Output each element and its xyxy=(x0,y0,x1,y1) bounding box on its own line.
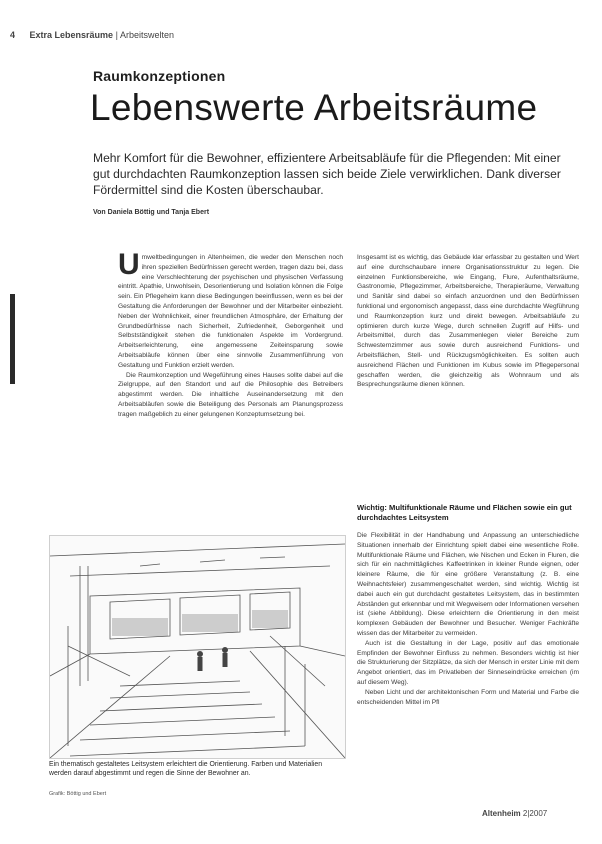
page-footer xyxy=(482,809,547,818)
topic-name: Arbeitswelten xyxy=(119,30,174,40)
section-name: Extra Lebensräume xyxy=(29,30,114,40)
body-column-2 xyxy=(357,253,579,390)
article-lead: Mehr Komfort für die Bewohner, effizientere Arbeitsabläufe für die Pflegenden: Mit einer gut durchdachten Raumkonzeption lassen sich beide Ziele verwirklichen. Dank diverser Fördermittel sind die Kosten überschaubar. xyxy=(93,151,561,197)
body-column-1 xyxy=(118,248,343,420)
running-head xyxy=(10,30,174,40)
figure-illustration xyxy=(49,535,346,759)
column-1-paragraph-1-text: mweltbedingungen in Altenheimen, die weder den Menschen noch ihren speziellen Bedürfnissen gerecht werden, tragen dazu bei, dass eine Verschlechterung der psychischen und physischen Verfassung eintritt. Apathie, Unwohlsein, Desorientierung und Isolation können die Folge sein. Ein Pflegeheim kann diese Bedingungen beeinflussen, wenn es bei der Gestaltung die Anforderungen der Bewohner und der Mitarbeiter einbezieht. Neben der Wohnlichkeit, einer freundlichen Atmosphäre, der Erhaltung der Grundbedürfnisse nach Sicherheit, Zufriedenheit, Geborgenheit und Selbstständigkeit stehen die funktionalen Aspekte im Vordergrund. Arbeitserleichterung, eine angemessene Zeiteinsparung sowie Arbeitsabläufe können über eine sinnvolle Zusammenführung von Gestaltung und Funktion erzielt werden. xyxy=(118,254,343,369)
corridor-sketch-illustration xyxy=(50,536,345,758)
issue-number: 2|2007 xyxy=(522,809,548,818)
column-2-paragraph-1: Insgesamt ist es wichtig, das Gebäude klar erfassbar zu gestalten und Wert auf eine durchschaubare innere Organisationsstruktur zu legen. Die einzelnen Funktionsbereiche, wie Eingang, Flure, Aufenthaltsräume, Gastronomie, Pflegezimmer, Arbeitsbereiche, Therapieräume, Verwaltung und Sanitär sind dabei so einfach anzuordnen und den Bedürfnissen funktional und ergonomisch angepasst, dass eine durchdachte Wegführung und Raumkonzeption kurz und direkt bewegen. Arbeitsabläufe zu optimieren durch kurze Wege, durch schnellen Zugriff auf Hilfs- und Arbeitsmittel, durch das Zusammenlegen vieler Bereiche zum Schwesternzimmer aus sowie durch ausreichend Funktions- und Arbeitsflächen, Stell- und Rückzugsmöglichkeiten. Es sollten auch ausreichend Flächen und Funktionen im Kubus sowie im Pflegepersonal geschaffen werden, die gleichzeitig als Wohnraum und als Besprechungsräume dienen können. xyxy=(357,254,579,389)
margin-marker-bar xyxy=(10,294,15,384)
article-kicker: Raumkonzeptionen xyxy=(93,68,226,84)
article-headline: Lebenswerte Arbeitsräume xyxy=(90,87,538,128)
body-column-2-continued xyxy=(357,531,579,707)
column-2-subhead: Wichtig: Multifunktionale Räume und Flächen sowie ein gut durchdachtes Leitsystem xyxy=(357,503,572,522)
figure-caption: Ein thematisch gestaltetes Leitsystem erleichtert die Orientierung. Farben und Materialien werden darauf abgestimmt und regen die Sinne der Bewohner an. xyxy=(49,761,323,777)
drop-cap: U xyxy=(118,248,140,281)
column-2-paragraph-4: Neben Licht und der architektonischen Form und Material und Farbe die entscheidenden Mittel im Pfl xyxy=(357,688,579,706)
column-2-paragraph-2: Die Flexibilität in der Handhabung und Anpassung an unterschiedliche Situationen innerhalb der Einrichtung spielt dabei eine wesentliche Rolle. Multifunktionale Räume und Flächen, wie Nischen und Ecken in Fluren, die sich für ein nachmittägliches Kaffeetrinken in kleiner Runde eignen, oder kleinere Räume, die für eine größere Veranstaltung (z. B. eine Weihnachtsfeier) zusammengeschaltet werden, sind wichtig. Wichtig ist dabei auch ein gut durchdacht gestaltetes Leitsystem, das in bestimmten Abständen gut erkennbar und mit Wegweisern oder Informationen versehen ist (siehe Abbildung). Diese erleichtern die Orientierung in den meist komplexen Gebäuden der Bewohner und Besucher. Weniger Fachkräfte wissen das der Mitarbeiter zu vermeiden. xyxy=(357,532,579,637)
magazine-name: Altenheim xyxy=(482,809,521,818)
column-1-paragraph-2: Die Raumkonzeption und Wegeführung eines Hauses sollte dabei auf die Zielgruppe, auf den Standort und auf die Philosophie des Betreibers abgestimmt werden. Die inhaltliche Auseinandersetzung mit den Arbeitsabläufen sowie die Beteiligung des Personals am Planungsprozess tragen maßgeblich zu einer gelungenen Konzeptumsetzung bei. xyxy=(118,371,343,418)
column-2-paragraph-3: Auch ist die Gestaltung in der Lage, positiv auf das emotionale Empfinden der Bewohner Einfluss zu nehmen. Besonders wichtig ist hier die Strukturierung der Sitzplätze, da sich der Mensch in erster Linie mit dem Angebot orientiert, das im Privatleben der Sinneseindrücke erreichen (im auf diesem Weg). xyxy=(357,639,579,686)
separator: | xyxy=(115,30,118,40)
column-1-paragraph-1 xyxy=(118,248,343,371)
article-byline: Von Daniela Böttig und Tanja Ebert xyxy=(93,209,210,216)
page-number: 4 xyxy=(10,30,16,40)
figure-credit: Grafik: Böttig und Ebert xyxy=(49,791,107,797)
